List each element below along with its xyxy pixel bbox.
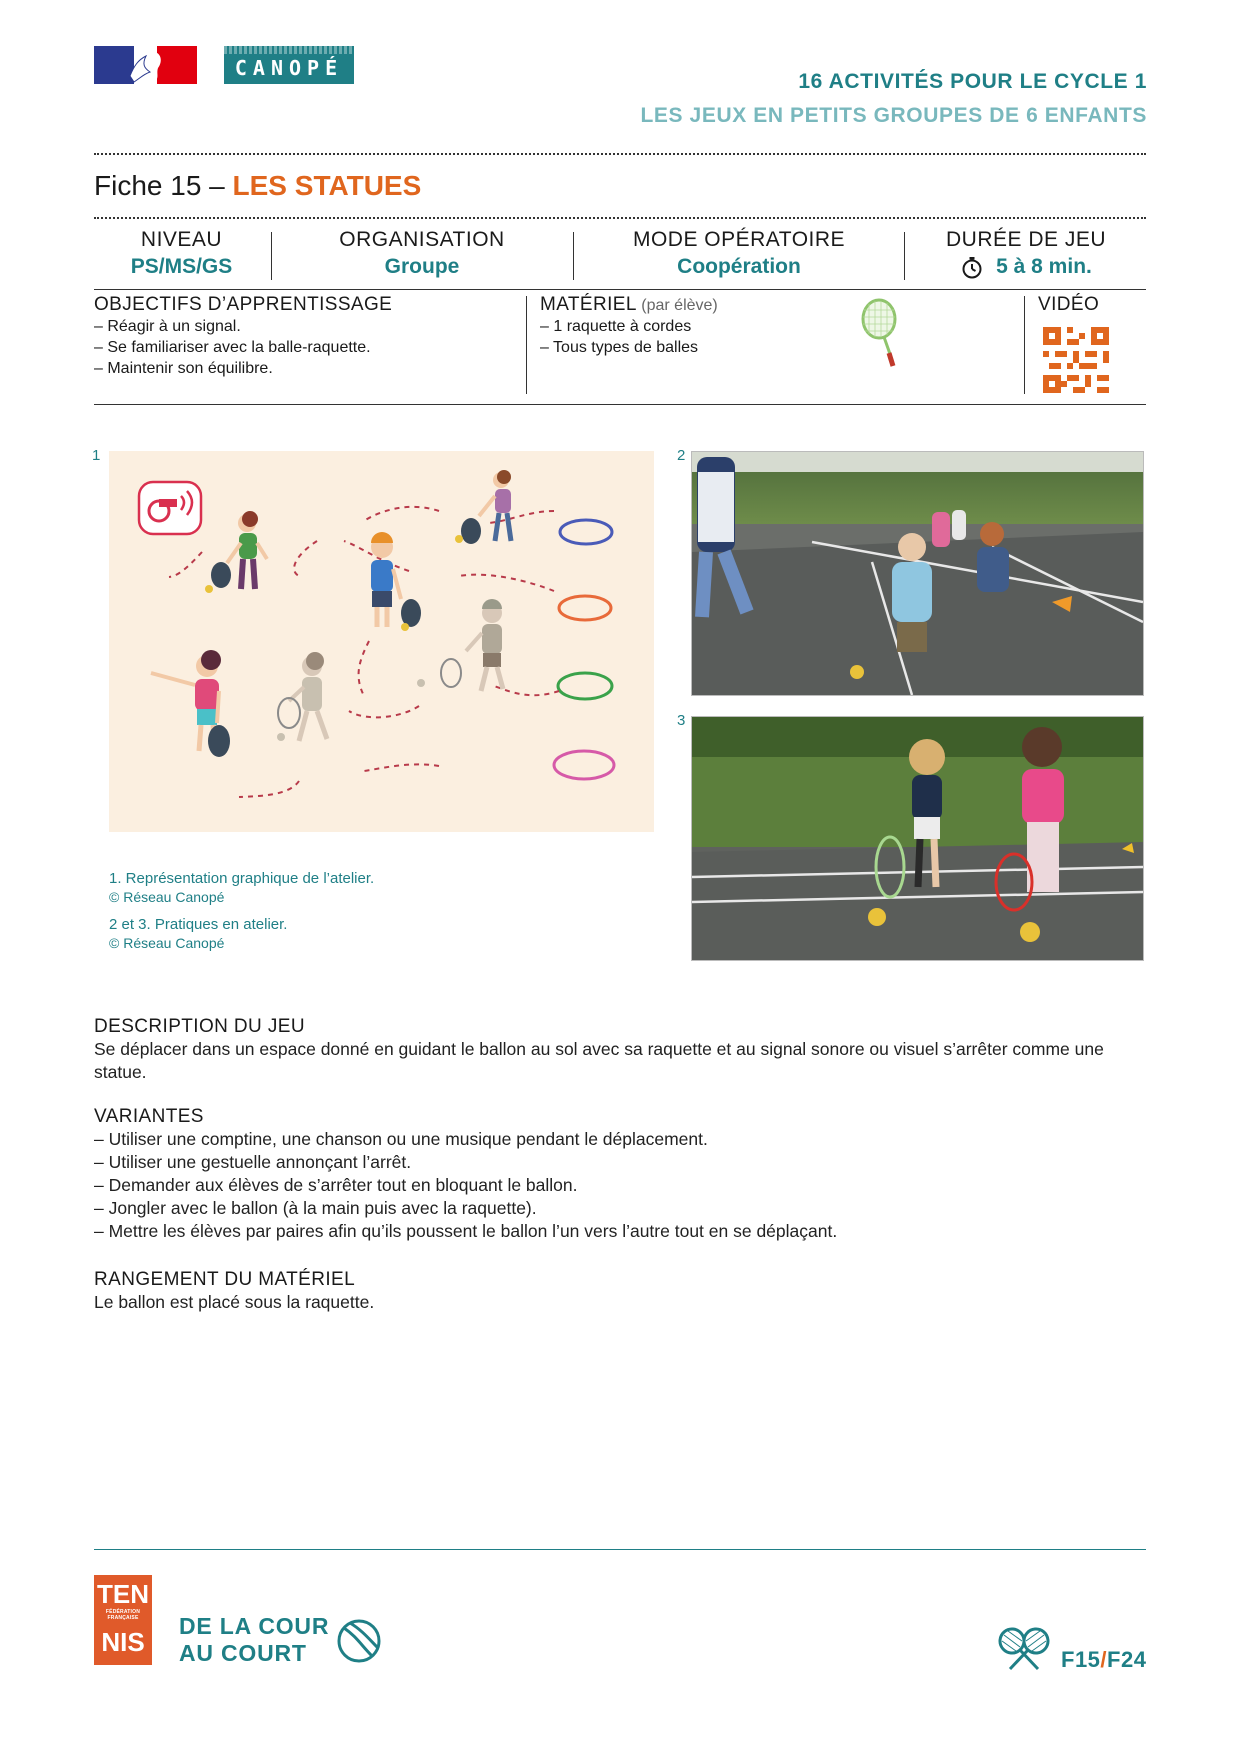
fiche-number: Fiche 15 –: [94, 170, 233, 201]
program-title: [179, 1613, 329, 1667]
rangement-section: [94, 1269, 1146, 1314]
program-line1: DE LA COUR: [179, 1613, 330, 1639]
materiel-subtitle: (par élève): [641, 297, 718, 314]
materiel-item: – Tous types de balles: [540, 339, 699, 356]
page-current: F15: [1061, 1647, 1101, 1672]
duree-label: DURÉE DE JEU: [945, 228, 1107, 251]
divider: [94, 404, 1146, 405]
credit-figures-2-3: © Réseau Canopé: [109, 935, 225, 951]
duree-cell: [905, 228, 1147, 279]
page-title: [94, 170, 421, 202]
republique-francaise-logo: [94, 46, 197, 84]
objectifs-item: – Réagir à un signal.: [94, 318, 241, 335]
fft-tennis-logo: [94, 1575, 152, 1665]
canope-logo-text: CANOPÉ: [234, 56, 344, 80]
divider: [526, 296, 527, 394]
tennis-logo-line1: TEN: [97, 1579, 149, 1609]
whistle-signal-icon: [139, 482, 201, 534]
page-number: [1061, 1647, 1146, 1673]
crossed-rackets-icon: [994, 1626, 1054, 1672]
photo-practice-1: [691, 451, 1144, 696]
variante-item: – Demander aux élèves de s’arrêter tout en bloquant le ballon.: [94, 1175, 578, 1195]
variantes-title: VARIANTES: [94, 1106, 204, 1127]
variante-item: – Utiliser une gestuelle annonçant l’arrêt.: [94, 1152, 412, 1172]
credit-figure-1: © Réseau Canopé: [109, 889, 225, 905]
objectifs-item: – Maintenir son équilibre.: [94, 360, 273, 377]
materiel-item: – 1 raquette à cordes: [540, 318, 692, 335]
page-separator: /: [1100, 1647, 1108, 1672]
organisation-cell: [272, 228, 572, 279]
activity-illustration: [109, 451, 654, 832]
materiel-title: MATÉRIEL: [540, 294, 637, 315]
video-title: VIDÉO: [1038, 294, 1100, 315]
tennis-logo-line2: NIS: [101, 1627, 145, 1657]
description-title: DESCRIPTION DU JEU: [94, 1016, 305, 1037]
divider: [94, 153, 1146, 155]
series-title: 16 ACTIVITÉS POUR LE CYCLE 1: [798, 70, 1147, 93]
description-text: Se déplacer dans un espace donné en guidant le ballon au sol avec sa raquette et au signal sonore ou visuel s’arrêter comme une statue.: [94, 1039, 1104, 1082]
variantes-section: [94, 1106, 1146, 1243]
materiel-section: [540, 294, 840, 358]
divider: [94, 217, 1146, 219]
organisation-value: Groupe: [384, 255, 460, 278]
description-section: [94, 1016, 1146, 1084]
stopwatch-icon: [960, 255, 984, 279]
video-section: [1038, 294, 1146, 316]
variante-item: – Mettre les élèves par paires afin qu’ils poussent le ballon l’un vers l’autre tout en se déplaçant.: [94, 1221, 838, 1241]
racket-icon: [860, 298, 902, 370]
niveau-label: NIVEAU: [140, 228, 223, 251]
rangement-text: Le ballon est placé sous la raquette.: [94, 1292, 375, 1312]
figure-captions: [109, 868, 609, 951]
divider: [94, 289, 1146, 290]
organisation-label: ORGANISATION: [339, 228, 505, 251]
program-line2: AU COURT: [179, 1640, 307, 1666]
footer-divider: [94, 1549, 1146, 1550]
objectifs-item: – Se familiariser avec la balle-raquette.: [94, 339, 371, 356]
caption-figure-1: 1. Représentation graphique de l’atelier.: [109, 870, 375, 887]
figure-number: 3: [677, 712, 686, 729]
niveau-cell: [94, 228, 269, 279]
duree-value: 5 à 8 min.: [996, 255, 1092, 278]
variante-item: – Utiliser une comptine, une chanson ou une musique pendant le déplacement.: [94, 1129, 708, 1149]
divider: [1024, 296, 1025, 394]
series-subtitle: LES JEUX EN PETITS GROUPES DE 6 ENFANTS: [640, 104, 1147, 127]
variante-item: – Jongler avec le ballon (à la main puis avec la raquette).: [94, 1198, 537, 1218]
objectifs-section: [94, 294, 514, 379]
caption-figures-2-3: 2 et 3. Pratiques en atelier.: [109, 916, 288, 933]
canope-logo: [224, 46, 354, 84]
photo-practice-2: [691, 716, 1144, 961]
page-total: F24: [1107, 1647, 1147, 1672]
niveau-value: PS/MS/GS: [130, 255, 233, 278]
tennis-ball-icon: [336, 1618, 382, 1664]
figure-number: 2: [677, 447, 686, 464]
mode-cell: [574, 228, 904, 279]
figure-number: 1: [92, 447, 101, 464]
mode-value: Coopération: [677, 255, 801, 278]
tennis-logo-small: FÉDÉRATION FRANÇAISE: [105, 1609, 141, 1621]
qr-code[interactable]: [1043, 327, 1109, 393]
fiche-name: LES STATUES: [232, 170, 422, 201]
mode-label: MODE OPÉRATOIRE: [632, 228, 846, 251]
objectifs-title: OBJECTIFS D’APPRENTISSAGE: [94, 294, 393, 315]
rangement-title: RANGEMENT DU MATÉRIEL: [94, 1269, 356, 1290]
